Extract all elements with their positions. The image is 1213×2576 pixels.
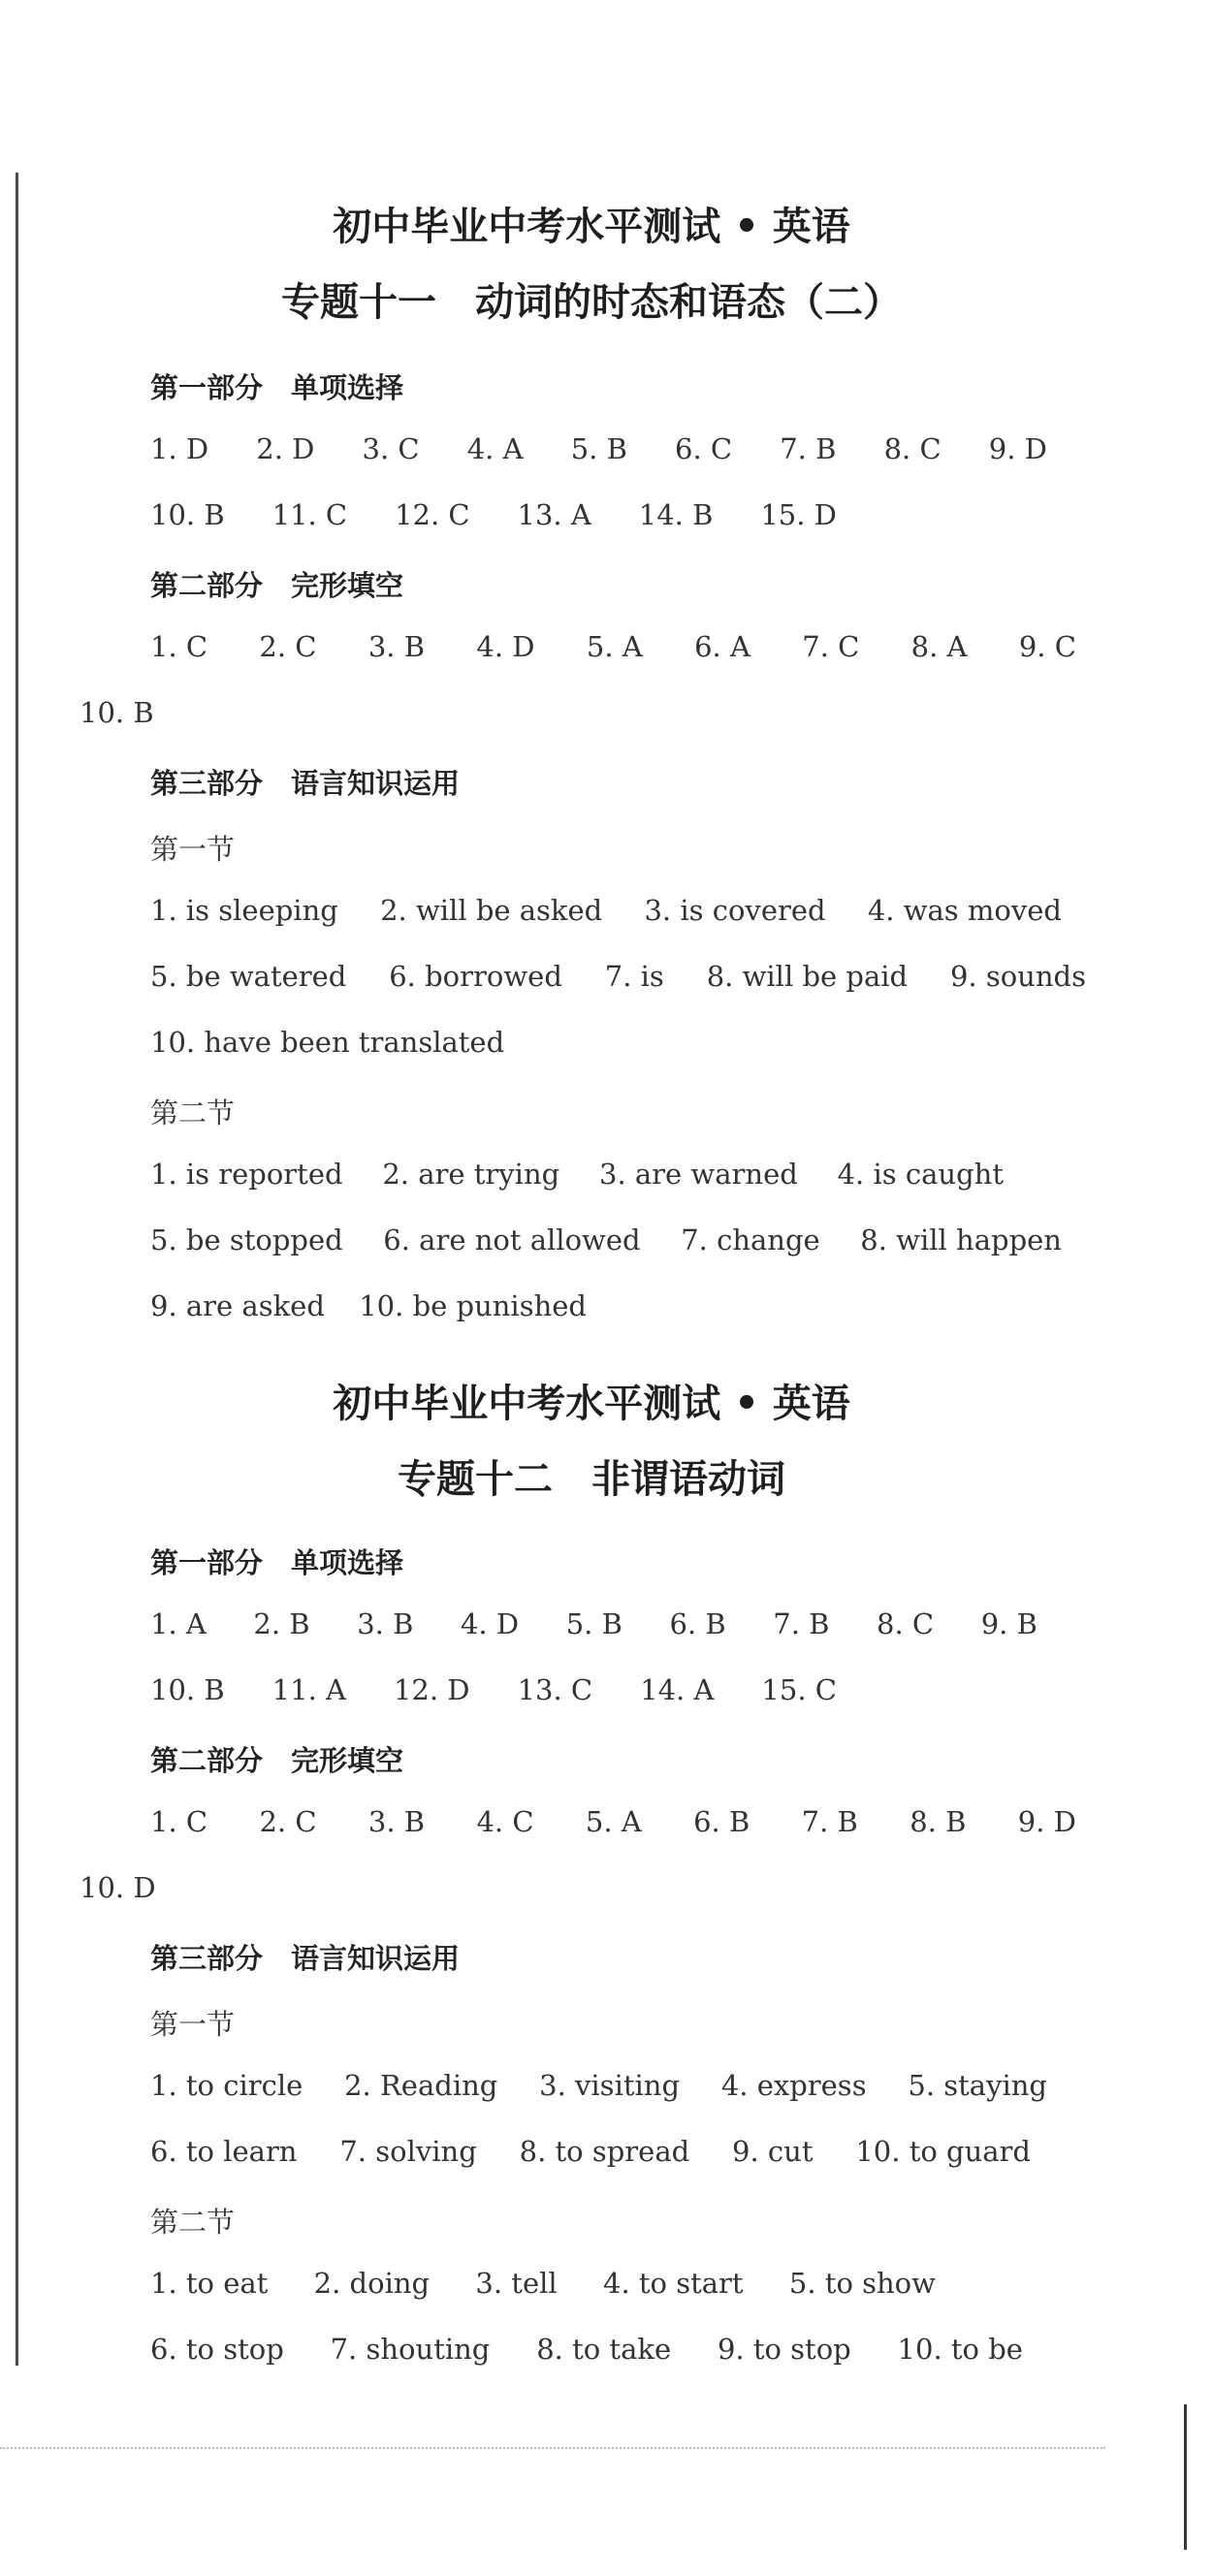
section-12-subtitle: 专题十二 非谓语动词 <box>398 1457 785 1502</box>
answer-item: 5. staying <box>908 2069 1047 2102</box>
answer-item: 5. be stopped <box>150 1224 343 1256</box>
answer-item: 4. A <box>466 432 524 465</box>
answer-item: 7. solving <box>339 2135 477 2168</box>
answer-item: 2. are trying <box>382 1158 560 1191</box>
answer-item: 3. C <box>362 432 420 465</box>
answer-item: 14. B <box>638 498 714 531</box>
right-edge-rule <box>1184 2404 1187 2550</box>
s11-sec1-line1 <box>150 894 1062 927</box>
s12-part2-line2: 10. D <box>80 1871 156 1904</box>
answer-item: 1. to eat <box>150 2267 269 2300</box>
answer-item: 1. to circle <box>150 2069 303 2102</box>
answer-item: 1. A <box>150 1607 207 1640</box>
answer-item: 11. A <box>271 1673 346 1706</box>
answer-item: 10. B <box>150 1673 225 1706</box>
answer-item: 6. A <box>694 630 750 663</box>
s11-sec2-line1 <box>150 1158 1004 1191</box>
answer-item: 9. D <box>1017 1805 1076 1838</box>
s12-sec2-line1 <box>150 2267 936 2300</box>
answer-item: 12. D <box>393 1673 470 1706</box>
answer-item: 12. C <box>395 498 470 531</box>
answer-item: 2. D <box>256 432 315 465</box>
answer-item: 7. is <box>604 960 664 993</box>
answer-item: 8. C <box>883 432 942 465</box>
s12-sec2-label: 第二节 <box>150 2206 236 2239</box>
s12-sec2-line2 <box>150 2333 1023 2366</box>
s11-sec1-line3 <box>150 1026 504 1059</box>
answer-item: 10. to guard <box>855 2135 1031 2168</box>
answer-item: 6. B <box>669 1607 726 1640</box>
answer-item: 4. was moved <box>867 894 1062 927</box>
answer-item: 5. A <box>586 630 643 663</box>
answer-item: 3. visiting <box>539 2069 681 2102</box>
answer-item: 5. be watered <box>150 960 347 993</box>
answer-item: 4. express <box>720 2069 867 2102</box>
left-margin-rule <box>16 173 18 2366</box>
section-12-title: 初中毕业中考水平测试 • 英语 <box>333 1382 850 1426</box>
section-11-subtitle: 专题十一 动词的时态和语态（二） <box>281 280 902 325</box>
answer-item: 6. B <box>693 1805 750 1838</box>
answer-item: 3. B <box>367 1805 426 1838</box>
answer-item: 13. A <box>517 498 591 531</box>
answer-item: 9. B <box>980 1607 1037 1640</box>
answer-item: 2. doing <box>313 2267 431 2300</box>
answer-item: 2. C <box>259 1805 317 1838</box>
answer-item: 7. C <box>802 630 860 663</box>
answer-item: 4. D <box>476 630 535 663</box>
answer-item: 4. to start <box>603 2267 744 2300</box>
answer-item: 3. B <box>367 630 426 663</box>
s12-part1-line1 <box>150 1607 1037 1640</box>
answer-item: 11. C <box>271 498 348 531</box>
answer-item: 4. C <box>476 1805 534 1838</box>
s11-sec2-line3 <box>150 1289 587 1322</box>
answer-item: 8. C <box>877 1607 935 1640</box>
s12-sec1-label: 第一节 <box>150 2008 236 2041</box>
answer-item: 1. D <box>150 432 209 465</box>
answer-item: 9. D <box>988 432 1047 465</box>
answer-item: 8. A <box>910 630 968 663</box>
s11-part2-line2: 10. B <box>80 696 154 729</box>
answer-item: 8. to spread <box>519 2135 690 2168</box>
answer-item: 3. tell <box>475 2267 558 2300</box>
s12-part1-line2 <box>150 1673 837 1706</box>
answer-item: 10. be punished <box>359 1289 587 1322</box>
answer-item: 5. to show <box>788 2267 936 2300</box>
answer-item: 1. C <box>150 1805 208 1838</box>
answer-item: 3. are warned <box>599 1158 798 1191</box>
s12-part2-line1 <box>150 1805 1076 1838</box>
answer-item: 4. is caught <box>837 1158 1004 1191</box>
answer-item: 5. B <box>570 432 627 465</box>
answer-item: 4. D <box>460 1607 520 1640</box>
answer-item: 6. to learn <box>150 2135 298 2168</box>
answer-item: 1. is reported <box>150 1158 343 1191</box>
answer-item: 13. C <box>517 1673 593 1706</box>
s11-part2-line1 <box>150 630 1076 663</box>
s12-sec1-line2 <box>150 2135 1031 2168</box>
section-11-title: 初中毕业中考水平测试 • 英语 <box>333 205 850 249</box>
answer-item: 9. C <box>1018 630 1076 663</box>
answer-item: 6. C <box>675 432 733 465</box>
answer-item: 7. change <box>681 1224 820 1256</box>
answer-item: 8. will be paid <box>706 960 909 993</box>
answer-item: 10. B <box>150 498 225 531</box>
answer-item: 3. is covered <box>644 894 826 927</box>
s11-sec1-line2 <box>150 960 1086 993</box>
bottom-dotted-divider <box>0 2447 1105 2449</box>
answer-item: 7. shouting <box>330 2333 491 2366</box>
answer-item: 10. have been translated <box>150 1026 505 1059</box>
answer-item: 5. A <box>585 1805 642 1838</box>
answer-item: 8. to take <box>536 2333 672 2366</box>
answer-item: 6. to stop <box>150 2333 284 2366</box>
s12-part2-heading: 第二部分 完形填空 <box>150 1744 404 1777</box>
answer-item: 2. will be asked <box>380 894 603 927</box>
answer-item: 7. B <box>773 1607 830 1640</box>
answer-item: 9. to stop <box>717 2333 851 2366</box>
answer-item: 2. C <box>259 630 317 663</box>
answer-item: 7. B <box>801 1805 858 1838</box>
answer-item: 1. is sleeping <box>150 894 338 927</box>
s11-part1-heading: 第一部分 单项选择 <box>150 371 404 404</box>
s12-part3-heading: 第三部分 语言知识运用 <box>150 1942 461 1975</box>
answer-item: 6. borrowed <box>389 960 562 993</box>
answer-item: 9. cut <box>732 2135 814 2168</box>
answer-item: 9. are asked <box>150 1289 325 1322</box>
answer-item: 6. are not allowed <box>383 1224 641 1256</box>
answer-item: 10. to be <box>897 2333 1023 2366</box>
answer-item: 2. Reading <box>344 2069 498 2102</box>
s11-part1-line1 <box>150 432 1047 465</box>
answer-item: 7. B <box>780 432 837 465</box>
answer-item: 2. B <box>253 1607 310 1640</box>
s11-part1-line2 <box>150 498 837 531</box>
s11-sec1-label: 第一节 <box>150 833 236 866</box>
answer-item: 1. C <box>150 630 208 663</box>
answer-item: 9. sounds <box>949 960 1086 993</box>
s11-sec2-line2 <box>150 1224 1062 1256</box>
answer-item: 15. C <box>761 1673 837 1706</box>
s11-sec2-label: 第二节 <box>150 1097 236 1129</box>
s12-sec1-line1 <box>150 2069 1047 2102</box>
answer-item: 8. will happen <box>860 1224 1062 1256</box>
s11-part2-heading: 第二部分 完形填空 <box>150 569 404 602</box>
answer-item: 5. B <box>565 1607 622 1640</box>
answer-item: 15. D <box>760 498 837 531</box>
answer-item: 14. A <box>640 1673 715 1706</box>
answer-item: 8. B <box>910 1805 967 1838</box>
s12-part1-heading: 第一部分 单项选择 <box>150 1546 404 1579</box>
answer-item: 3. B <box>357 1607 414 1640</box>
s11-part3-heading: 第三部分 语言知识运用 <box>150 767 461 800</box>
